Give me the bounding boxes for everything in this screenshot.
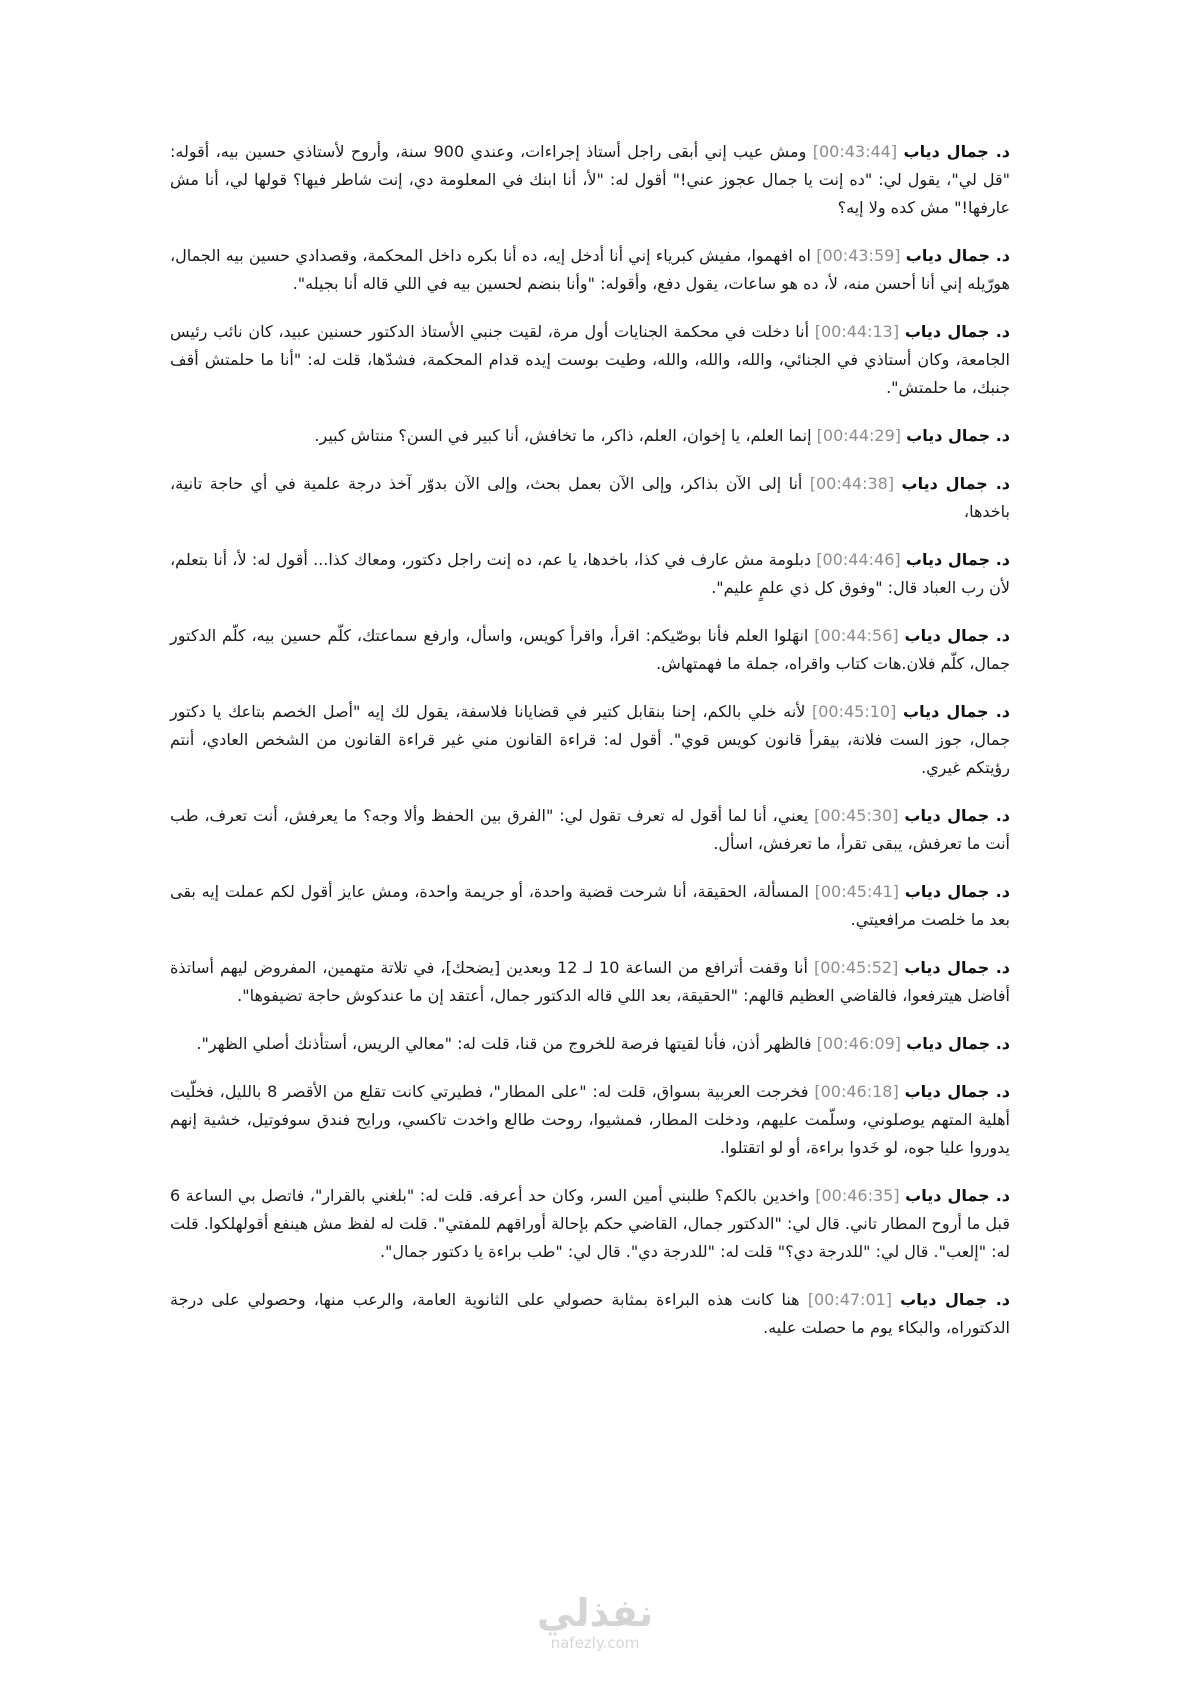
transcript-text: أنا إلى الآن بذاكر، وإلى الآن بعمل بحث، وإلى الآن بدوّر آخذ درجة علمية في أي حاجة تانية، باخدها، xyxy=(170,474,1010,521)
transcript-paragraph xyxy=(170,242,1010,298)
transcript-paragraph xyxy=(170,1286,1010,1342)
timestamp: [00:46:35] xyxy=(815,1186,900,1205)
speaker-name: د. جمال دياب xyxy=(904,1082,1010,1101)
watermark-latin-text: nafezly.com xyxy=(550,1634,640,1652)
speaker-name: د. جمال دياب xyxy=(904,882,1010,901)
speaker-name: د. جمال دياب xyxy=(906,1034,1010,1053)
timestamp: [00:46:09] xyxy=(816,1034,902,1053)
speaker-name: د. جمال دياب xyxy=(905,550,1010,569)
transcript-text: أنا وقفت أترافع من الساعة 10 لـ 12 وبعدين [يضحك]، في تلاتة متهمين، المفروض ليهم أساتذة أفاضل هيترفعوا، فالقاضي العظيم قالهم: "الحقيقة، بعد اللي قاله الدكتور جمال، أعتقد إن ما عندكوش حاجة تضيفوها". xyxy=(170,958,1010,1005)
transcript-paragraph xyxy=(170,878,1010,934)
speaker-name: د. جمال دياب xyxy=(903,142,1011,161)
transcript-text: المسألة، الحقيقة، أنا شرحت قضية واحدة، أو جريمة واحدة، ومش عايز أقول لكم عملت إيه بقى بعد ما خلصت مرافعيتي. xyxy=(170,882,1010,929)
timestamp: [00:43:44] xyxy=(812,142,898,161)
speaker-name: د. جمال دياب xyxy=(904,626,1010,645)
timestamp: [00:45:41] xyxy=(814,882,899,901)
timestamp: [00:43:59] xyxy=(816,246,901,265)
transcript-text: يعني، أنا لما أقول له تعرف تقول لي: "الفرق بين الحفظ وألا وجه؟ ما يعرفش، أنت تعرف، طب أنت ما تعرفش، يبقى تقرأ، ما تعرفش، اسأل. xyxy=(170,806,1010,853)
timestamp: [00:45:10] xyxy=(812,702,897,721)
transcript-paragraph xyxy=(170,138,1010,222)
transcript-text: لأنه خلي بالكم، إحنا بنقابل كتير في قضايانا فلاسفة، يقول لك إيه "أصل الخصم بتاعك يا دكتور جمال، جوز الست فلانة، بيقرأ قانون كويس قوي". أقول له: قراءة القانون مني غير قراءة القانون من الشخص العادي، أنتم رؤيتكم غيري. xyxy=(170,702,1010,777)
speaker-name: د. جمال دياب xyxy=(900,1290,1010,1309)
timestamp: [00:47:01] xyxy=(807,1290,893,1309)
transcript-paragraph xyxy=(170,698,1010,782)
watermark-logo xyxy=(515,1592,675,1652)
speaker-name: د. جمال دياب xyxy=(905,246,1010,265)
transcript-text: اه افهموا، مفيش كبرياء إني أنا أدخل إيه، ده أنا بكره داخل المحكمة، وقصدادي حسين بيه الجمال، هورّيله إني أنا أحسن منه، لأ، ده هو ساعات، يقول دفع، وأقوله: "وأنا بنضم لحسين بيه في اللي قاله أنا بجيله". xyxy=(170,246,1010,293)
transcript-paragraph xyxy=(170,1030,1010,1058)
transcript-text: هنا كانت هذه البراءة بمثابة حصولي على الثانوية العامة، والرعب منها، وحصولي على درجة الدكتوراه، والبكاء يوم ما حصلت عليه. xyxy=(170,1290,1010,1337)
timestamp: [00:44:46] xyxy=(816,550,901,569)
speaker-name: د. جمال دياب xyxy=(904,322,1010,341)
timestamp: [00:44:29] xyxy=(816,426,902,445)
transcript-paragraph xyxy=(170,622,1010,678)
transcript-paragraph xyxy=(170,546,1010,602)
timestamp: [00:44:56] xyxy=(814,626,899,645)
document-body xyxy=(170,138,1010,1362)
watermark-arabic-text: نفذلي xyxy=(536,1591,654,1635)
transcript-text: فالظهر أذن، فأنا لقيتها فرصة للخروج من قنا، قلت له: "معالي الريس، أستأذنك أصلي الظهر". xyxy=(196,1034,812,1053)
speaker-name: د. جمال دياب xyxy=(901,474,1010,493)
transcript-paragraph xyxy=(170,470,1010,526)
speaker-name: د. جمال دياب xyxy=(904,958,1011,977)
timestamp: [00:44:13] xyxy=(814,322,900,341)
transcript-text: إنما العلم، يا إخوان، العلم، ذاكر، ما تخافش، أنا كبير في السن؟ منتاش كبير. xyxy=(314,426,812,445)
timestamp: [00:46:18] xyxy=(814,1082,899,1101)
transcript-text: انهَلوا العلم فأنا بوصّيكم: اقرأ، واقرأ كويس، واسأل، وارفع سماعتك، كلّم حسين بيه، كلّم الدكتور جمال، كلّم فلان.هات كتاب واقراه، جملة ما فهمتهاش. xyxy=(170,626,1010,673)
timestamp: [00:45:52] xyxy=(813,958,899,977)
transcript-text: دبلومة مش عارف في كذا، باخدها، يا عم، ده إنت راجل دكتور، ومعاك كذا... أقول له: لأ، أنا بتعلم، لأن رب العباد قال: "وفوق كل ذي علمٍ عليم". xyxy=(170,550,1010,597)
transcript-text: فخرجت العربية بسواق، قلت له: "على المطار"، فطيرتي كانت تقلع من الأقصر 8 بالليل، فخلّيت أهلية المتهم يوصلوني، وسلّمت عليهم، ودخلت المطار، فمشيوا، روحت طالع واخدت تاكسي، ورايح فندق سوفوتيل، خشية إنهم يدوروا عليا جوه، لو خَدوا براءة، أو لو اتقتلوا. xyxy=(170,1082,1010,1157)
transcript-paragraph xyxy=(170,1182,1010,1266)
speaker-name: د. جمال دياب xyxy=(905,1186,1011,1205)
timestamp: [00:45:30] xyxy=(814,806,899,825)
timestamp: [00:44:38] xyxy=(809,474,895,493)
transcript-text: واخدين بالكم؟ طلبني أمين السر، وكان حد أعرفه. قلت له: "بلغني بالقرار"، فاتصل بي الساعة 6 قبل ما أروح المطار تاني. قال لي: "الدكتور جمال، القاضي حكم بإحالة أوراقهم للمفتي". قلت له لفظ مش هينفع أقولهلكوا. قلت له: "إلعب". قال لي: "للدرجة دي؟" قلت له: "للدرجة دي". قال لي: "طب براءة يا دكتور جمال". xyxy=(170,1186,1010,1261)
transcript-paragraph xyxy=(170,318,1010,402)
speaker-name: د. جمال دياب xyxy=(903,702,1011,721)
transcript-paragraph xyxy=(170,422,1010,450)
transcript-paragraph xyxy=(170,954,1010,1010)
speaker-name: د. جمال دياب xyxy=(904,806,1011,825)
speaker-name: د. جمال دياب xyxy=(906,426,1010,445)
transcript-paragraph xyxy=(170,1078,1010,1162)
transcript-paragraph xyxy=(170,802,1010,858)
transcript-text: أنا دخلت في محكمة الجنايات أول مرة، لقيت جنبي الأستاذ الدكتور حسنين عبيد، كان نائب رئيس الجامعة، وكان أستاذي في الجنائي، والله، والله، والله، وطيت بوست إيده قدام المحكمة، فشدّها، قلت له: "أنا ما حلمتش أقف جنبك، ما حلمتش". xyxy=(170,322,1010,397)
transcript-text: ومش عيب إني أبقى راجل أستاذ إجراءات، وعندي 900 سنة، وأروح لأستاذي حسين بيه، أقوله: "قل لي"، يقول لي: "ده إنت يا جمال عجوز عني!" أقول له: "لأ، أنا ابنك في المعلومة دي، إنت شاطر فيها؟ قولها لي، أنا مش عارفها!" مش كده ولا إيه؟ xyxy=(170,142,1010,217)
